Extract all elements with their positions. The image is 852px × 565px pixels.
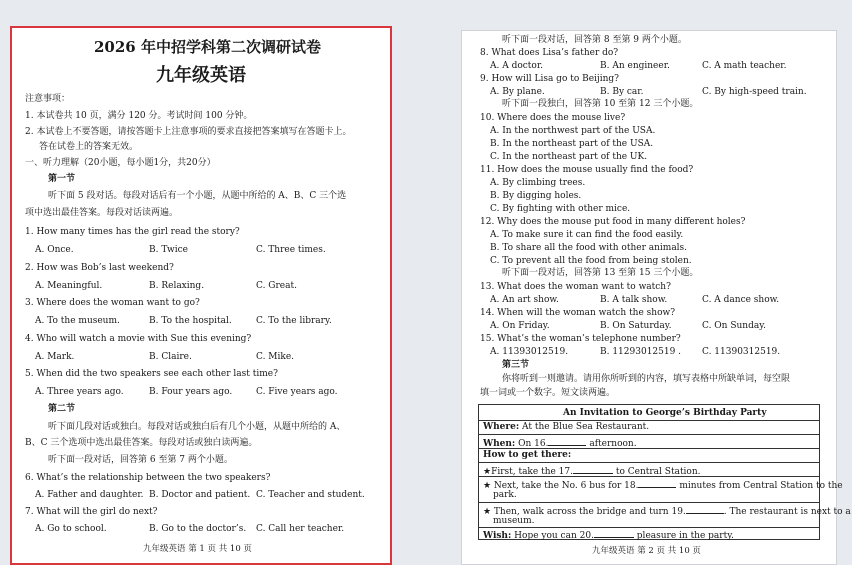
wish-label: Wish: xyxy=(483,531,512,541)
q6-option-c: C. Teacher and student. xyxy=(256,490,365,500)
step-3-post: . The restaurant is next to a xyxy=(723,507,851,517)
step-3-pre: ★ Then, walk across the bridge and turn 19. xyxy=(483,507,686,517)
question-1: 1. How many times has the girl read the story? xyxy=(25,227,240,237)
step-2-cont: park. xyxy=(493,490,517,500)
q8-option-b: B. An engineer. xyxy=(600,61,670,71)
q2-option-a: A. Meaningful. xyxy=(35,281,103,291)
question-10: 10. Where does the mouse live? xyxy=(480,113,626,123)
q4-option-a: A. Mark. xyxy=(35,352,75,362)
section-1-instructions-cont: 项中选出最佳答案。每段对话读两遍。 xyxy=(25,208,179,218)
invitation-table xyxy=(478,404,851,541)
section-2-instructions: 听下面几段对话或独白。每段对话或独白后有几个小题，从题中所给的 A、 xyxy=(48,422,346,432)
q14-option-c: C. On Sunday. xyxy=(702,321,766,331)
blank-20[interactable] xyxy=(594,528,634,538)
q9-option-a: A. By plane. xyxy=(490,87,545,97)
dialog-2-instruction: 听下面一段对话，回答第 8 至第 9 两个小题。 xyxy=(502,35,687,45)
q15-option-c: C. 11390312519. xyxy=(702,347,781,357)
section-1-instructions: 听下面 5 段对话。每段对话后有一个小题，从题中所给的 A、B、C 三个选 xyxy=(48,191,347,201)
where-text: At the Blue Sea Restaurant. xyxy=(519,422,650,432)
section-1-heading: 第一节 xyxy=(48,174,76,184)
section-2-heading: 第二节 xyxy=(48,404,76,414)
dialog-3-instruction: 听下面一段对话，回答第 13 至第 15 三个小题。 xyxy=(502,268,699,278)
question-2: 2. How was Bob’s last weekend? xyxy=(25,263,174,273)
q11-option-c: C. By fighting with other mice. xyxy=(490,204,631,214)
step-2-pre: ★ Next, take the No. 6 bus for 18. xyxy=(483,481,639,491)
q3-option-c: C. To the library. xyxy=(256,316,332,326)
invitation-title: An Invitation to George’s Birthday Party xyxy=(563,408,767,418)
question-5: 5. When did the two speakers see each other last time? xyxy=(25,369,278,379)
when-post: afternoon. xyxy=(586,439,637,449)
step-3 xyxy=(483,504,851,518)
where-label: Where: xyxy=(483,422,520,432)
exam-page-1 xyxy=(10,26,392,565)
q10-option-c: C. In the northeast part of the UK. xyxy=(490,152,648,162)
q5-option-a: A. Three years ago. xyxy=(35,387,124,397)
q1-option-c: C. Three times. xyxy=(256,245,326,255)
q6-option-b: B. Doctor and patient. xyxy=(149,490,251,500)
q8-option-c: C. A math teacher. xyxy=(702,61,787,71)
section-3-heading: 第三节 xyxy=(502,360,530,370)
page-footer: 九年级英语 第 1 页 共 10 页 xyxy=(143,544,252,554)
section-3-instructions-cont: 填一词或一个数字。短文读两遍。 xyxy=(480,388,616,398)
question-9: 9. How will Lisa go to Beijing? xyxy=(480,74,619,84)
q15-option-a: A. 11393012519. xyxy=(490,347,569,357)
dialog-1-instruction: 听下面一段对话，回答第 6 至第 7 两个小题。 xyxy=(48,455,233,465)
q7-option-b: B. Go to the doctor’s. xyxy=(149,524,247,534)
question-8: 8. What does Lisa’s father do? xyxy=(480,48,619,58)
q11-option-a: A. By climbing trees. xyxy=(490,178,586,188)
note-2-cont: 答在试卷上的答案无效。 xyxy=(39,142,139,152)
exam-subtitle: 九年级英语 xyxy=(156,65,246,86)
when-pre: On 16. xyxy=(515,439,549,449)
q13-option-c: C. A dance show. xyxy=(702,295,780,305)
note-2: 2. 本试卷上不要答题，请按答题卡上注意事项的要求直接把答案填写在答题卡上。 xyxy=(25,127,352,137)
q13-option-b: B. A talk show. xyxy=(600,295,668,305)
q14-option-a: A. On Friday. xyxy=(490,321,550,331)
q9-option-c: C. By high-speed train. xyxy=(702,87,807,97)
q1-option-a: A. Once. xyxy=(35,245,74,255)
when-label: When: xyxy=(483,439,516,449)
q9-option-b: B. By car. xyxy=(600,87,644,97)
q15-option-b: B. 11293012519 . xyxy=(600,347,682,357)
section-3-instructions: 你将听到一则邀请。请用你所听到的内容，填写表格中所缺单词，每空限 xyxy=(502,374,791,384)
q11-option-b: B. By digging holes. xyxy=(490,191,582,201)
section-2-instructions-cont: B、C 三个选项中选出最佳答案。每段对话或独白读两遍。 xyxy=(25,438,258,448)
question-13: 13. What does the woman want to watch? xyxy=(480,282,671,292)
q12-option-a: A. To make sure it can find the food easily. xyxy=(490,230,684,240)
exam-title: 2026 年中招学科第二次调研试卷 xyxy=(94,38,321,56)
q2-option-c: C. Great. xyxy=(256,281,297,291)
q3-option-a: A. To the museum. xyxy=(35,316,120,326)
step-1-post: to Central Station. xyxy=(613,467,701,477)
blank-16[interactable] xyxy=(548,436,586,446)
monologue-instruction: 听下面一段独白，回答第 10 至第 12 三个小题。 xyxy=(502,99,699,109)
q13-option-a: A. An art show. xyxy=(490,295,559,305)
q1-option-b: B. Twice xyxy=(149,245,188,255)
invitation-wish xyxy=(483,528,734,542)
part-heading: 一、听力理解（20小题，每小题1分，共20分） xyxy=(25,158,216,168)
q6-option-a: A. Father and daughter. xyxy=(35,490,144,500)
question-15: 15. What’s the woman’s telephone number? xyxy=(480,334,681,344)
q7-option-c: C. Call her teacher. xyxy=(256,524,345,534)
wish-post: pleasure in the party. xyxy=(633,531,734,541)
invitation-where xyxy=(483,422,649,433)
q14-option-b: B. On Saturday. xyxy=(600,321,672,331)
note-1: 1. 本试卷共 10 页，满分 120 分。考试时间 100 分钟。 xyxy=(25,111,253,121)
question-14: 14. When will the woman watch the show? xyxy=(480,308,676,318)
question-11: 11. How does the mouse usually find the food? xyxy=(480,165,694,175)
blank-17[interactable] xyxy=(573,464,613,474)
q2-option-b: B. Relaxing. xyxy=(149,281,205,291)
step-3-cont: museum. xyxy=(493,516,535,526)
q7-option-a: A. Go to school. xyxy=(35,524,107,534)
question-6: 6. What’s the relationship between the two speakers? xyxy=(25,473,271,483)
q12-option-c: C. To prevent all the food from being stolen. xyxy=(490,256,692,266)
q4-option-c: C. Mike. xyxy=(256,352,295,362)
q3-option-b: B. To the hospital. xyxy=(149,316,232,326)
q4-option-b: B. Claire. xyxy=(149,352,192,362)
how-to-get-there-label: How to get there: xyxy=(483,450,572,460)
q10-option-b: B. In the northeast part of the USA. xyxy=(490,139,654,149)
blank-19[interactable] xyxy=(686,504,724,514)
question-12: 12. Why does the mouse put food in many different holes? xyxy=(480,217,746,227)
q10-option-a: A. In the northwest part of the USA. xyxy=(490,126,656,136)
q12-option-b: B. To share all the food with other animals. xyxy=(490,243,688,253)
q5-option-b: B. Four years ago. xyxy=(149,387,233,397)
blank-18[interactable] xyxy=(638,478,676,488)
page-footer: 九年级英语 第 2 页 共 10 页 xyxy=(592,546,701,556)
q5-option-c: C. Five years ago. xyxy=(256,387,338,397)
step-2 xyxy=(483,478,843,492)
q8-option-a: A. A doctor. xyxy=(490,61,544,71)
question-3: 3. Where does the woman want to go? xyxy=(25,298,200,308)
notes-heading: 注意事项： xyxy=(25,94,71,104)
step-1-pre: ★First, take the 17. xyxy=(483,467,573,477)
question-7: 7. What will the girl do next? xyxy=(25,507,158,517)
exam-page-2 xyxy=(461,30,851,565)
wish-pre: Hope you can 20. xyxy=(511,531,594,541)
question-4: 4. Who will watch a movie with Sue this evening? xyxy=(25,334,252,344)
step-2-post: minutes from Central Station to the xyxy=(676,481,843,491)
